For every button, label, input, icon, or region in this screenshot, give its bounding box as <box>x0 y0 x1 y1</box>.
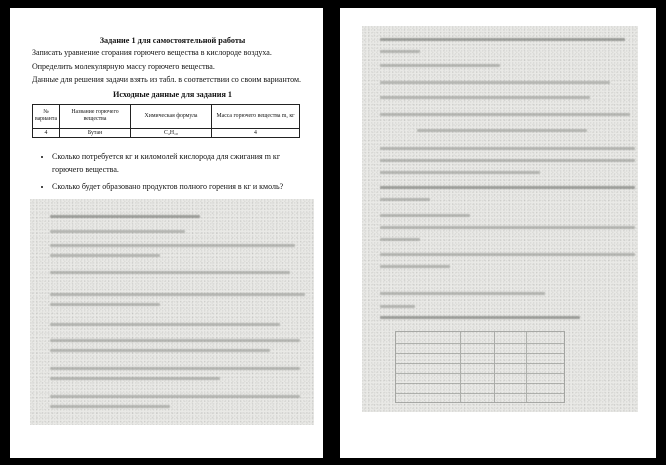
task-title: Задание 1 для самостоятельной работы <box>99 36 246 45</box>
blurred-text-line <box>50 303 160 306</box>
blurred-text-line <box>380 198 430 201</box>
blurred-text-line <box>417 129 587 132</box>
variant-table <box>32 104 300 139</box>
header-variant-number: № варианта <box>33 104 60 128</box>
question-item: • Сколько будет образовано продуктов полного горения в кг и кмоль? <box>52 180 313 193</box>
blurred-text-line <box>380 64 500 67</box>
task-paragraph-2: Определить молекулярную массу горючего вещества. <box>32 61 215 71</box>
cell-chemical-formula: C₄H₁₀ <box>131 128 212 138</box>
blurred-text-line <box>50 323 280 326</box>
question-item: • Сколько потребуется кг и киломолей кислорода для сжигания m кг горючего вещества. <box>52 150 313 176</box>
blurred-text-line <box>50 339 300 342</box>
blurred-text-line <box>380 50 420 53</box>
blurred-text-line <box>50 293 305 296</box>
table-title: Исходные данные для задания 1 <box>112 89 233 99</box>
blurred-solution-right <box>362 26 638 412</box>
blurred-text-line <box>50 405 170 408</box>
blurred-text-line <box>380 316 580 319</box>
blurred-text-line <box>380 147 635 150</box>
table-header-row <box>33 104 300 128</box>
blurred-text-line <box>380 159 635 162</box>
blurred-text-line <box>380 214 470 217</box>
task-paragraph-1: Записать уравнение сгорания горючего вещества в кислороде воздуха. <box>32 48 272 57</box>
blurred-text-line <box>50 244 295 247</box>
blurred-text-line <box>380 253 635 256</box>
blurred-text-line <box>50 215 200 218</box>
header-substance-mass: Масса горючего вещества m, кг <box>212 104 300 128</box>
blurred-text-line <box>380 38 625 41</box>
task-paragraph-3: Данные для решения задачи взять из табл. в соответствии со своим вариантом. <box>32 75 302 84</box>
blurred-text-line <box>380 305 415 308</box>
blurred-text-line <box>380 171 540 174</box>
blurred-text-line <box>50 367 300 370</box>
blurred-text-line <box>50 271 290 274</box>
blurred-text-line <box>50 254 160 257</box>
questions-list <box>32 150 313 193</box>
blurred-solution-left <box>30 199 314 425</box>
blurred-text-line <box>380 292 545 295</box>
blurred-text-line <box>380 186 635 189</box>
blurred-text-line <box>380 113 630 116</box>
blurred-text-line <box>380 96 590 99</box>
blurred-text-line <box>50 395 300 398</box>
table-row <box>33 128 300 138</box>
blurred-text-line <box>380 226 635 229</box>
cell-substance-name: Бутан <box>60 128 131 138</box>
header-substance-name: Название горючего вещества <box>60 104 131 128</box>
header-chemical-formula: Химическая формула <box>131 104 212 128</box>
blurred-text-line <box>50 230 185 233</box>
cell-substance-mass: 4 <box>212 128 300 138</box>
blurred-text-line <box>380 265 450 268</box>
blurred-text-line <box>380 238 420 241</box>
blurred-text-line <box>50 349 270 352</box>
right-page <box>340 8 656 458</box>
blurred-table <box>395 331 565 403</box>
blurred-text-line <box>380 81 610 84</box>
blurred-text-line <box>50 377 220 380</box>
cell-variant-number: 4 <box>33 128 60 138</box>
